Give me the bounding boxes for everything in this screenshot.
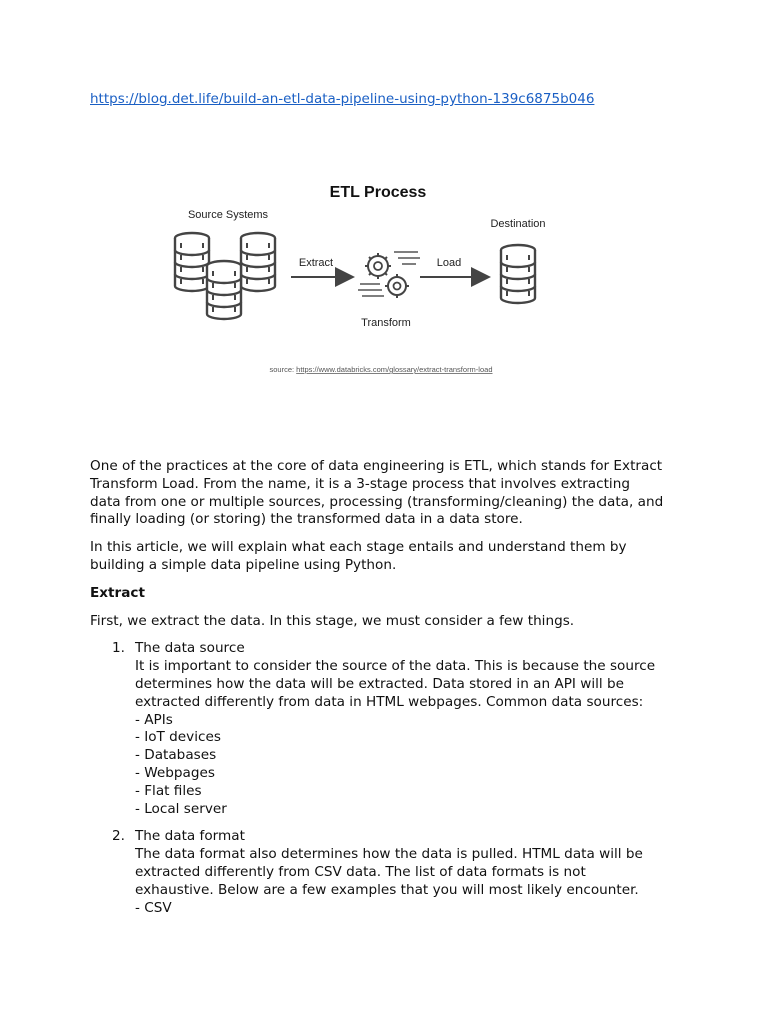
text-line: - APIs (135, 711, 173, 728)
list-item-title: The data format (135, 828, 245, 845)
text-line: One of the practices at the core of data engineering is ETL, which stands for Extract (90, 458, 663, 474)
text-line: - Flat files (135, 782, 202, 799)
text-line: - Webpages (135, 764, 215, 781)
source-database-icon-1 (175, 233, 209, 291)
figure-source-prefix: source: (269, 365, 297, 374)
list-item (90, 828, 690, 917)
etl-process-figure (148, 150, 598, 390)
text-line: - Databases (135, 747, 217, 764)
text-line: - CSV (135, 899, 172, 916)
figure-source-caption (269, 365, 492, 374)
paragraph-article-purpose (90, 539, 690, 575)
text-line: building a simple data pipeline using Python. (90, 556, 397, 573)
extract-considerations-list (90, 640, 690, 917)
source-database-icon-2 (241, 233, 275, 291)
text-line: - IoT devices (135, 729, 221, 746)
text-line: exhaustive. Below are a few examples that you will most likely encounter. (135, 881, 639, 898)
label-source-systems: Source Systems (187, 209, 269, 221)
paragraph-extract-intro: First, we extract the data. In this stage, we must consider a few things. (90, 612, 575, 629)
article-link[interactable]: https://blog.det.life/build-an-etl-data-pipeline-using-python-139c6875b046 (90, 91, 595, 107)
text-line: In this article, we will explain what each stage entails and understand them by (90, 539, 627, 556)
list-number: 1. (112, 640, 125, 657)
label-extract: Extract (298, 257, 334, 269)
text-line: - Local server (135, 800, 227, 817)
label-transform: Transform (361, 317, 411, 329)
transform-gears-icon (358, 252, 420, 298)
destination-database-icon (501, 245, 535, 303)
text-line: Transform Load. From the name, it is a 3-stage process that involves extracting (90, 475, 630, 492)
text-line: finally loading (or storing) the transformed data in a data store. (90, 511, 523, 528)
text-line: determines how the data will be extracted. Data stored in an API will be (135, 675, 624, 692)
figure-source-url: https://www.databricks.com/glossary/extract-transform-load (296, 365, 493, 374)
label-load: Load (436, 257, 462, 269)
etl-diagram (148, 150, 598, 390)
list-number: 2. (112, 828, 125, 845)
heading-extract: Extract (90, 584, 145, 601)
paragraph-etl-intro (90, 458, 690, 529)
source-database-icon-3 (207, 261, 241, 319)
text-line: extracted differently from CSV data. The list of data formats is not (135, 863, 586, 880)
figure-title: ETL Process (329, 184, 427, 201)
text-line: extracted differently from data in HTML webpages. Common data sources: (135, 693, 644, 710)
text-line: It is important to consider the source of the data. This is because the source (135, 658, 656, 675)
text-line: data from one or multiple sources, processing (transforming/cleaning) the data, and (90, 493, 664, 510)
list-item (90, 640, 690, 818)
list-item-title: The data source (135, 640, 245, 657)
text-line: The data format also determines how the data is pulled. HTML data will be (135, 846, 643, 863)
article-body (90, 458, 690, 927)
label-destination: Destination (490, 218, 546, 230)
